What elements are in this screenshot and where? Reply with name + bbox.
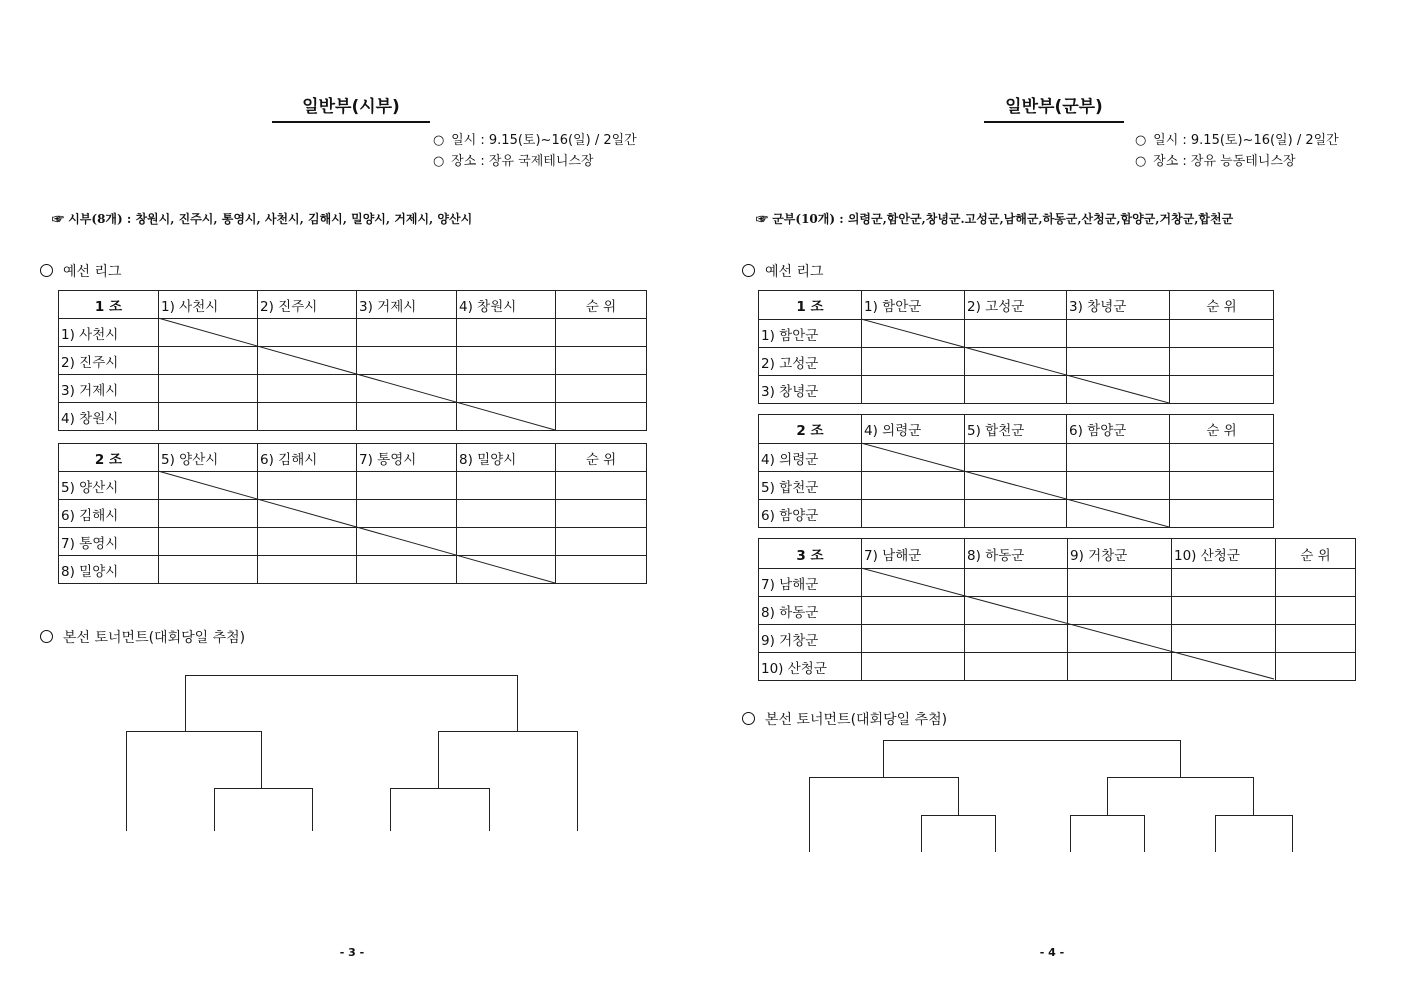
result-cell[interactable]: [965, 500, 1067, 528]
result-cell[interactable]: [862, 444, 965, 472]
result-cell[interactable]: [862, 569, 965, 597]
left-group2-table: [58, 443, 647, 584]
left-prelim-heading: 예선 리그: [40, 261, 122, 281]
result-cell[interactable]: [862, 376, 965, 404]
result-cell[interactable]: [1067, 320, 1170, 348]
result-cell[interactable]: [1172, 625, 1276, 653]
rank-cell[interactable]: [1170, 444, 1274, 472]
result-cell[interactable]: [457, 500, 556, 528]
result-cell[interactable]: [258, 319, 357, 347]
result-cell[interactable]: [1172, 597, 1276, 625]
result-cell[interactable]: [159, 528, 258, 556]
row-header-team: 3) 거제시: [59, 375, 159, 403]
row-header-team: 7) 통영시: [59, 528, 159, 556]
group-label: 1 조: [759, 291, 862, 320]
bullet-circle-icon: ○: [433, 133, 445, 148]
row-header-team: 1) 사천시: [59, 319, 159, 347]
rank-cell[interactable]: [1276, 569, 1356, 597]
row-header-team: 5) 양산시: [59, 472, 159, 500]
result-cell[interactable]: [965, 569, 1068, 597]
bullet-circle-icon: ○: [1135, 133, 1147, 148]
rank-cell[interactable]: [556, 500, 647, 528]
result-cell[interactable]: [357, 403, 457, 431]
result-cell[interactable]: [258, 347, 357, 375]
group-label: 2 조: [759, 415, 862, 444]
result-cell[interactable]: [357, 556, 457, 584]
right-group3-table: [758, 538, 1356, 681]
col-header-team: 8) 밀양시: [457, 444, 556, 472]
col-header-team: 7) 남해군: [862, 539, 965, 569]
result-cell[interactable]: [457, 472, 556, 500]
rank-cell[interactable]: [556, 528, 647, 556]
result-cell[interactable]: [258, 500, 357, 528]
result-cell[interactable]: [862, 625, 965, 653]
result-cell[interactable]: [258, 375, 357, 403]
row-header-team: 1) 함안군: [759, 320, 862, 348]
rank-cell[interactable]: [1170, 320, 1274, 348]
rank-cell[interactable]: [556, 472, 647, 500]
result-cell[interactable]: [258, 472, 357, 500]
col-header-team: 1) 함안군: [862, 291, 965, 320]
result-cell[interactable]: [965, 444, 1067, 472]
circle-bullet-icon: [742, 264, 755, 277]
row-header-team: 2) 고성군: [759, 348, 862, 376]
result-cell[interactable]: [457, 347, 556, 375]
rank-cell[interactable]: [1170, 472, 1274, 500]
group-label: 1 조: [59, 291, 159, 319]
rank-header: 순 위: [1170, 291, 1274, 320]
right-group1-table: [758, 290, 1274, 404]
rank-cell[interactable]: [556, 375, 647, 403]
result-cell[interactable]: [457, 528, 556, 556]
rank-header: 순 위: [1170, 415, 1274, 444]
col-header-team: 7) 통영시: [357, 444, 457, 472]
group-label: 3 조: [759, 539, 862, 569]
result-cell[interactable]: [258, 403, 357, 431]
result-cell[interactable]: [159, 403, 258, 431]
result-cell[interactable]: [457, 403, 556, 431]
result-cell[interactable]: [965, 472, 1067, 500]
rank-cell[interactable]: [1170, 376, 1274, 404]
left-members-line: ☞ 시부(8개) : 창원시, 진주시, 통영시, 사천시, 김해시, 밀양시, 거제시, 양산시: [52, 212, 473, 226]
result-cell[interactable]: [357, 375, 457, 403]
right-members-line: ☞ 군부(10개) : 의령군,함안군,창녕군.고성군,남해군,하동군,산청군,함양군,거창군,합천군: [756, 212, 1234, 226]
right-group2-table: [758, 414, 1274, 528]
col-header-team: 6) 김해시: [258, 444, 357, 472]
result-cell[interactable]: [457, 319, 556, 347]
col-header-team: 3) 창녕군: [1067, 291, 1170, 320]
right-tournament-bracket: [800, 735, 1300, 855]
result-cell[interactable]: [965, 597, 1068, 625]
row-header-team: 9) 거창군: [759, 625, 862, 653]
result-cell[interactable]: [1067, 472, 1170, 500]
rank-cell[interactable]: [1276, 625, 1356, 653]
col-header-team: 4) 창원시: [457, 291, 556, 319]
row-header-team: 6) 함양군: [759, 500, 862, 528]
result-cell[interactable]: [457, 556, 556, 584]
rank-cell[interactable]: [556, 403, 647, 431]
pointing-hand-icon: ☞: [756, 212, 769, 226]
col-header-team: 3) 거제시: [357, 291, 457, 319]
row-header-team: 4) 창원시: [59, 403, 159, 431]
col-header-team: 2) 진주시: [258, 291, 357, 319]
result-cell[interactable]: [457, 375, 556, 403]
result-cell[interactable]: [258, 528, 357, 556]
col-header-team: 9) 거창군: [1068, 539, 1172, 569]
rank-cell[interactable]: [1170, 348, 1274, 376]
rank-cell[interactable]: [556, 347, 647, 375]
result-cell[interactable]: [159, 472, 258, 500]
result-cell[interactable]: [1172, 653, 1276, 681]
group-label: 2 조: [59, 444, 159, 472]
rank-header: 순 위: [556, 291, 647, 319]
row-header-team: 2) 진주시: [59, 347, 159, 375]
rank-cell[interactable]: [556, 319, 647, 347]
row-header-team: 7) 남해군: [759, 569, 862, 597]
result-cell[interactable]: [159, 347, 258, 375]
right-page-title: 일반부(군부): [984, 92, 1124, 123]
row-header-team: 4) 의령군: [759, 444, 862, 472]
result-cell[interactable]: [862, 320, 965, 348]
result-cell[interactable]: [862, 653, 965, 681]
col-header-team: 6) 함양군: [1067, 415, 1170, 444]
result-cell[interactable]: [862, 597, 965, 625]
col-header-team: 4) 의령군: [862, 415, 965, 444]
col-header-team: 8) 하동군: [965, 539, 1068, 569]
result-cell[interactable]: [965, 653, 1068, 681]
left-page-number: - 3 -: [339, 946, 365, 959]
left-group1-table: [58, 290, 647, 431]
result-cell[interactable]: [862, 472, 965, 500]
result-cell[interactable]: [1068, 597, 1172, 625]
result-cell[interactable]: [1068, 569, 1172, 597]
result-cell[interactable]: [159, 500, 258, 528]
rank-cell[interactable]: [556, 556, 647, 584]
rank-cell[interactable]: [1276, 653, 1356, 681]
result-cell[interactable]: [965, 625, 1068, 653]
row-header-team: 5) 합천군: [759, 472, 862, 500]
rank-cell[interactable]: [1276, 597, 1356, 625]
left-venue-line: ○ 장소 : 장유 국제테니스장: [433, 151, 594, 172]
row-header-team: 8) 밀양시: [59, 556, 159, 584]
result-cell[interactable]: [965, 320, 1067, 348]
result-cell[interactable]: [159, 556, 258, 584]
circle-bullet-icon: [40, 630, 53, 643]
col-header-team: 5) 합천군: [965, 415, 1067, 444]
result-cell[interactable]: [965, 376, 1067, 404]
result-cell[interactable]: [1067, 376, 1170, 404]
result-cell[interactable]: [862, 500, 965, 528]
row-header-team: 6) 김해시: [59, 500, 159, 528]
right-venue-line: ○ 장소 : 장유 능동테니스장: [1135, 151, 1296, 172]
result-cell[interactable]: [258, 556, 357, 584]
rank-header: 순 위: [556, 444, 647, 472]
result-cell[interactable]: [159, 319, 258, 347]
right-finals-heading: 본선 토너먼트(대회당일 추첨): [742, 709, 947, 729]
left-date-line: ○ 일시 : 9.15(토)~16(일) / 2일간: [433, 130, 637, 151]
result-cell[interactable]: [1068, 653, 1172, 681]
result-cell[interactable]: [1172, 569, 1276, 597]
row-header-team: 8) 하동군: [759, 597, 862, 625]
circle-bullet-icon: [742, 712, 755, 725]
result-cell[interactable]: [357, 500, 457, 528]
rank-header: 순 위: [1276, 539, 1356, 569]
circle-bullet-icon: [40, 264, 53, 277]
result-cell[interactable]: [965, 348, 1067, 376]
result-cell[interactable]: [357, 319, 457, 347]
pointing-hand-icon: ☞: [52, 212, 65, 226]
row-header-team: 3) 창녕군: [759, 376, 862, 404]
left-finals-heading: 본선 토너먼트(대회당일 추첨): [40, 627, 245, 647]
result-cell[interactable]: [1067, 348, 1170, 376]
left-page-title: 일반부(시부): [272, 92, 430, 123]
result-cell[interactable]: [1067, 444, 1170, 472]
right-prelim-heading: 예선 리그: [742, 261, 824, 281]
result-cell[interactable]: [1067, 500, 1170, 528]
result-cell[interactable]: [1068, 625, 1172, 653]
right-date-line: ○ 일시 : 9.15(토)~16(일) / 2일간: [1135, 130, 1339, 151]
result-cell[interactable]: [862, 348, 965, 376]
result-cell[interactable]: [357, 472, 457, 500]
col-header-team: 1) 사천시: [159, 291, 258, 319]
bullet-circle-icon: ○: [433, 154, 445, 169]
result-cell[interactable]: [357, 528, 457, 556]
right-page-number: - 4 -: [1039, 946, 1065, 959]
rank-cell[interactable]: [1170, 500, 1274, 528]
row-header-team: 10) 산청군: [759, 653, 862, 681]
left-tournament-bracket: [120, 670, 585, 835]
col-header-team: 2) 고성군: [965, 291, 1067, 320]
bullet-circle-icon: ○: [1135, 154, 1147, 169]
result-cell[interactable]: [159, 375, 258, 403]
col-header-team: 10) 산청군: [1172, 539, 1276, 569]
result-cell[interactable]: [357, 347, 457, 375]
col-header-team: 5) 양산시: [159, 444, 258, 472]
